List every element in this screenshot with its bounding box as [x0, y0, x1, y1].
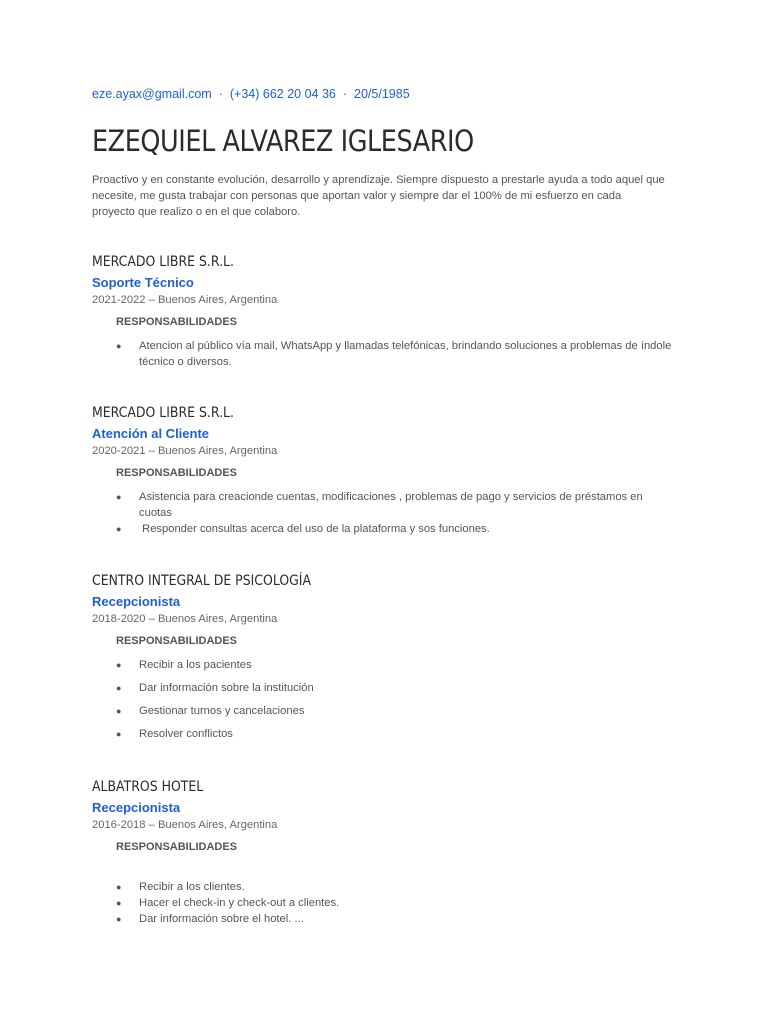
bullet-icon: ●: [116, 683, 122, 693]
list-item-text: Gestionar turnos y cancelaciones: [139, 705, 305, 717]
experience-entry: [92, 777, 672, 927]
job-role: Recepcionista: [92, 594, 181, 609]
experience-entry: [92, 571, 672, 742]
company-name: MERCADO LIBRE S.R.L.: [92, 405, 234, 421]
list-item: [92, 726, 672, 742]
bullet-icon: ●: [116, 492, 122, 502]
list-item-text: Dar información sobre la institución: [139, 682, 314, 694]
responsibilities-heading: RESPONSABILIDADES: [116, 635, 238, 647]
bullet-icon: ●: [116, 341, 122, 351]
company-name: CENTRO INTEGRAL DE PSICOLOGÍA: [92, 573, 312, 589]
company-name: MERCADO LIBRE S.R.L.: [92, 254, 234, 270]
list-item-text: Recibir a los clientes.: [139, 881, 245, 893]
contact-line: [92, 87, 410, 101]
list-item: [92, 521, 672, 537]
contact-separator: ·: [218, 87, 223, 101]
list-item: [92, 703, 672, 719]
job-role: Atención al Cliente: [92, 426, 210, 441]
list-item-text: Hacer el check-in y check-out a clientes.: [139, 897, 340, 909]
phone-link[interactable]: (+34) 662 20 04 36: [229, 87, 336, 101]
list-item: [92, 657, 672, 673]
list-item-text: Responder consultas acerca del uso de la plataforma y sos funciones.: [139, 523, 490, 535]
responsibilities-list: [92, 489, 672, 537]
list-item: [92, 895, 672, 911]
company-name: ALBATROS HOTEL: [92, 779, 204, 795]
bullet-icon: ●: [116, 660, 122, 670]
job-period: 2021-2022 – Buenos Aires, Argentina: [92, 294, 278, 306]
bullet-icon: ●: [116, 882, 122, 892]
list-item-text: Atencion al público vía mail, WhatsApp y llamadas telefónicas, brindando soluciones a problemas de índole técnico o diversos.: [139, 340, 672, 368]
contact-separator: ·: [342, 87, 348, 101]
list-item-text: Dar información sobre el hotel. ...: [139, 913, 304, 925]
bullet-icon: ●: [116, 706, 122, 716]
email-link[interactable]: eze.ayax@gmail.com: [92, 87, 212, 101]
list-item: [92, 911, 672, 927]
bullet-icon: ●: [116, 729, 122, 739]
birthdate-text: 20/5/1985: [354, 87, 410, 101]
job-period: 2020-2021 – Buenos Aires, Argentina: [92, 445, 278, 457]
list-item: [92, 680, 672, 696]
profile-summary: Proactivo y en constante evolución, desarrollo y aprendizaje. Siempre dispuesto a prestarle ayuda a todo aquel que necesite, me gusta trabajar con personas que aportan valor y siempre dar el 100% de mi esfuerzo en cada proyecto que realizo o en el que colaboro.: [92, 174, 665, 218]
job-period: 2018-2020 – Buenos Aires, Argentina: [92, 613, 278, 625]
job-role: Soporte Técnico: [92, 275, 194, 290]
experience-entry: [92, 252, 672, 370]
job-period: 2016-2018 – Buenos Aires, Argentina: [92, 819, 278, 831]
bullet-icon: ●: [116, 914, 122, 924]
list-item: [92, 489, 672, 521]
list-item-text: Recibir a los pacientes: [139, 659, 252, 671]
responsibilities-list: [92, 879, 672, 927]
responsibilities-heading: RESPONSABILIDADES: [116, 316, 238, 328]
list-item-text: Asistencia para creacionde cuentas, modificaciones , problemas de pago y servicios de préstamos en cuotas: [139, 491, 643, 519]
responsibilities-heading: RESPONSABILIDADES: [116, 841, 238, 853]
list-item: [92, 879, 672, 895]
candidate-name: EZEQUIEL ALVAREZ IGLESARIO: [92, 124, 474, 158]
responsibilities-list: [92, 338, 672, 370]
bullet-icon: ●: [116, 898, 122, 908]
bullet-icon: ●: [116, 524, 122, 534]
responsibilities-heading: RESPONSABILIDADES: [116, 467, 238, 479]
responsibilities-list: [92, 657, 672, 742]
list-item-text: Resolver conflictos: [139, 728, 233, 740]
job-role: Recepcionista: [92, 800, 181, 815]
list-item: [92, 338, 672, 370]
experience-entry: [92, 403, 672, 537]
